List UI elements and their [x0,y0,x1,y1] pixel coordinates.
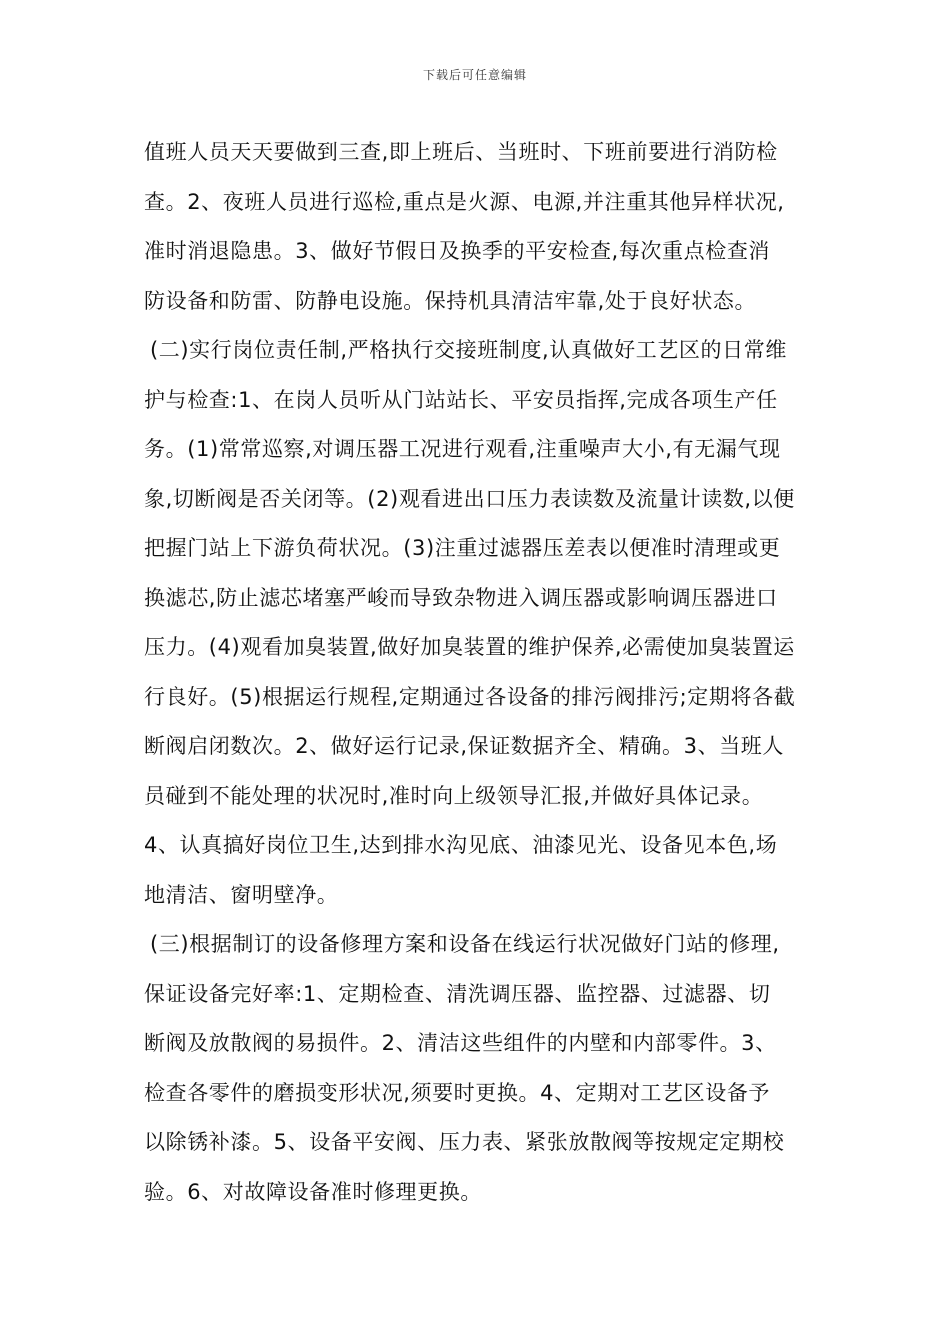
text-line: 断阀及放散阀的易损件。2、清洁这些组件的内壁和内部零件。3、 [144,1031,777,1055]
text-line: 压力。(4)观看加臭装置,做好加臭装置的维护保养,必需使加臭装置运 [144,635,795,659]
text-line: 换滤芯,防止滤芯堵塞严峻而导致杂物进入调压器或影响调压器进口 [144,585,778,610]
text-line: 验。6、对故障设备准时修理更换。 [144,1179,482,1204]
section-heading-line: (三)根据制订的设备修理方案和设备在线运行状况做好门站的修理, [150,932,780,956]
text-line: 检查各零件的磨损变形状况,须要时更换。4、定期对工艺区设备予 [144,1080,771,1105]
text-line: 护与检查:1、在岗人员听从门站站长、平安员指挥,完成各项生产任 [144,387,778,412]
section-heading-line: (二)实行岗位责任制,严格执行交接班制度,认真做好工艺区的日常维 [150,338,787,362]
text-line: 防设备和防雷、防静电设施。保持机具清洁牢靠,处于良好状态。 [144,288,757,313]
text-line: 行良好。(5)根据运行规程,定期通过各设备的排污阀排污;定期将各截 [144,684,796,709]
page-header: 下载后可任意编辑 [422,68,527,82]
text-line: 准时消退隐患。3、做好节假日及换季的平安检查,每次重点检查消 [144,239,771,263]
text-line: 员碰到不能处理的状况时,准时向上级领导汇报,并做好具体记录。 [144,783,764,808]
document-body [144,128,814,1217]
text-line: 值班人员天天要做到三查,即上班后、当班时、下班前要进行消防检 [144,140,778,164]
text-line: 保证设备完好率:1、定期检查、清洗调压器、监控器、过滤器、切 [144,981,771,1006]
text-line: 以除锈补漆。5、设备平安阀、压力表、紧张放散阀等按规定定期校 [144,1130,785,1154]
text-line: 把握门站上下游负荷状况。(3)注重过滤器压差表以便准时清理或更 [144,536,781,560]
text-line: 断阀启闭数次。2、做好运行记录,保证数据齐全、精确。3、当班人 [144,734,784,758]
text-line: 象,切断阀是否关闭等。(2)观看进出口压力表读数及流量计读数,以便 [144,486,795,511]
text-line: 4、认真搞好岗位卫生,达到排水沟见底、油漆见光、设备见本色,场 [144,833,778,857]
text-line: 务。(1)常常巡察,对调压器工况进行观看,注重噪声大小,有无漏气现 [144,437,781,461]
text-line: 地清洁、窗明壁净。 [144,882,339,907]
text-line: 查。2、夜班人员进行巡检,重点是火源、电源,并注重其他异样状况, [144,189,785,214]
